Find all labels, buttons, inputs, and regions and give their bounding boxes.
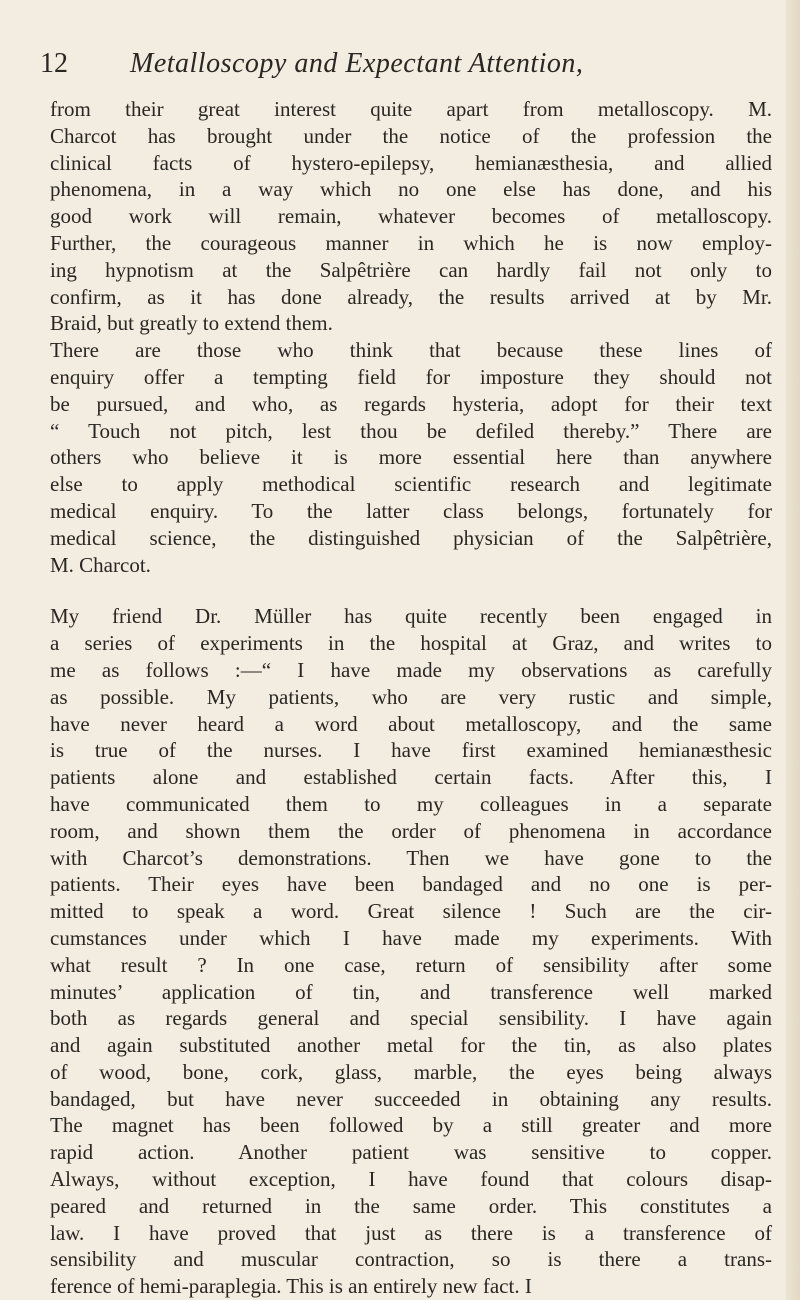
- text-line: both as regards general and special sensibility. I have again: [50, 1006, 772, 1031]
- text-line: else to apply methodical scientific research and legitimate: [50, 472, 772, 497]
- text-line: mitted to speak a word. Great silence ! Such are the cir-: [50, 899, 772, 924]
- running-head: Metalloscopy and Expectant Attention,: [130, 48, 584, 79]
- text-line: “ Touch not pitch, lest thou be defiled thereby.” There are: [50, 418, 772, 443]
- text-line: what result ? In one case, return of sensibility after some: [50, 952, 772, 977]
- text-line: as possible. My patients, who are very rustic and simple,: [50, 684, 772, 709]
- paragraph: [50, 96, 772, 337]
- text-line: and again substituted another metal for the tin, as also plates: [50, 1033, 772, 1058]
- page-header: [40, 44, 770, 84]
- text-line: My friend Dr. Müller has quite recently been engaged in: [50, 604, 772, 629]
- paragraph: [50, 337, 772, 578]
- text-line: The magnet has been followed by a still greater and more: [50, 1113, 772, 1138]
- text-line: have communicated them to my colleagues in a separate: [50, 791, 772, 816]
- text-line: Charcot has brought under the notice of the profession the: [50, 123, 772, 148]
- text-line: peared and returned in the same order. This constitutes a: [50, 1193, 772, 1218]
- text-line: law. I have proved that just as there is a transference of: [50, 1220, 772, 1245]
- text-line: from their great interest quite apart from metalloscopy. M.: [50, 97, 772, 121]
- text-line: medical enquiry. To the latter class belongs, fortunately for: [50, 498, 772, 523]
- text-line: is true of the nurses. I have first examined hemianæsthesic: [50, 738, 772, 763]
- paragraph: [50, 603, 772, 1300]
- text-line: There are those who think that because these lines of: [50, 338, 772, 363]
- paragraph-gap: [50, 578, 772, 603]
- text-line: rapid action. Another patient was sensitive to copper.: [50, 1140, 772, 1165]
- text-line: ference of hemi-paraplegia. This is an entirely new fact. I: [50, 1274, 532, 1299]
- text-line: M. Charcot.: [50, 552, 151, 577]
- text-line: bandaged, but have never succeeded in obtaining any results.: [50, 1086, 772, 1111]
- text-line: me as follows :—“ I have made my observations as carefully: [50, 657, 772, 682]
- text-line: phenomena, in a way which no one else has done, and his: [50, 177, 772, 202]
- text-line: Always, without exception, I have found that colours disap-: [50, 1167, 772, 1192]
- text-line: patients. Their eyes have been bandaged and no one is per-: [50, 872, 772, 897]
- text-line: others who believe it is more essential here than anywhere: [50, 445, 772, 470]
- text-line: Further, the courageous manner in which he is now employ-: [50, 230, 772, 255]
- body-text: [50, 96, 772, 1300]
- text-line: a series of experiments in the hospital at Graz, and writes to: [50, 631, 772, 656]
- text-line: clinical facts of hystero-epilepsy, hemianæsthesia, and allied: [50, 150, 772, 175]
- text-line: minutes’ application of tin, and transference well marked: [50, 979, 772, 1004]
- text-line: patients alone and established certain facts. After this, I: [50, 765, 772, 790]
- text-line: cumstances under which I have made my experiments. With: [50, 925, 772, 950]
- page-edge-shadow: [786, 0, 800, 1300]
- text-line: ing hypnotism at the Salpêtrière can hardly fail not only to: [50, 257, 772, 282]
- text-line: Braid, but greatly to extend them.: [50, 311, 333, 336]
- text-line: sensibility and muscular contraction, so is there a trans-: [50, 1247, 772, 1272]
- text-line: enquiry offer a tempting field for imposture they should not: [50, 364, 772, 389]
- page-number: 12: [40, 48, 68, 79]
- text-line: have never heard a word about metalloscopy, and the same: [50, 711, 772, 736]
- text-line: confirm, as it has done already, the results arrived at by Mr.: [50, 284, 772, 309]
- text-line: good work will remain, whatever becomes of metalloscopy.: [50, 204, 772, 229]
- text-line: medical science, the distinguished physician of the Salpêtrière,: [50, 525, 772, 550]
- text-line: room, and shown them the order of phenomena in accordance: [50, 818, 772, 843]
- text-line: with Charcot’s demonstrations. Then we have gone to the: [50, 845, 772, 870]
- text-line: be pursued, and who, as regards hysteria, adopt for their text: [50, 391, 772, 416]
- text-line: of wood, bone, cork, glass, marble, the eyes being always: [50, 1059, 772, 1084]
